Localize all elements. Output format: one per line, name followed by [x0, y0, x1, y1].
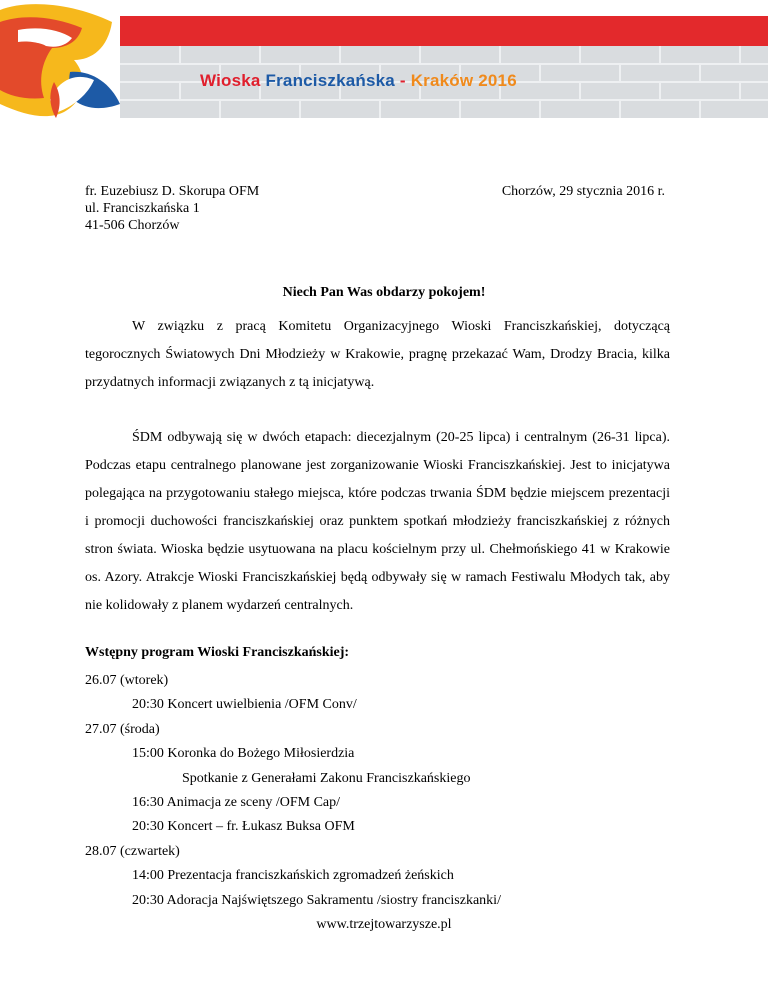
letter-date: Chorzów, 29 stycznia 2016 r.	[501, 184, 665, 199]
paragraph-intro: W związku z pracą Komitetu Organizacyjnego Wioski Franciszkańskiej, dotyczącą tegorocznych Światowych Dni Młodzieży w Krakowie, pragnę przekazać Wam, Drodzy Bracia, kilka przydatnych informacji związanych z tą inicjatywą.	[85, 319, 670, 390]
program-day: 28.07 (czwartek)	[85, 843, 180, 859]
paragraph-sdm: ŚDM odbywają się w dwóch etapach: diecezjalnym (20-25 lipca) i centralnym (26-31 lipca). Podczas etapu centralnego planowane jest zorganizowanie Wioski Franciszkańskiej. Jest to inicjatywa polegająca na przygotowaniu stałego miejsca, które podczas trwania ŚDM będzie miejscem prezentacji i promocji duchowości franciszkańskiej oraz punktem spotkań młodzieży franciszkańskiej z różnych stron świata. Wioska będzie usytuowana na placu kościelnym przy ul. Chełmońskiego 41 w Krakowie os. Azory. Atrakcje Wioski Franciszkańskiej będą odbywały się w ramach Festiwalu Młodych tak, aby nie kolidowały z planem wydarzeń centralnych.	[85, 430, 670, 613]
sender-address	[85, 183, 259, 234]
sender-city: 41-506 Chorzów	[85, 218, 180, 233]
program-title: Wstępny program Wioski Franciszkańskiej:	[85, 645, 350, 660]
program-item: 20:30 Koncert uwielbienia /OFM Conv/	[132, 697, 357, 713]
footer-url: www.trzejtowarzysze.pl	[316, 917, 452, 932]
program-day: 26.07 (wtorek)	[85, 673, 169, 688]
program-subitem: Spotkanie z Generałami Zakonu Franciszkańskiego	[182, 770, 471, 786]
program-item: 15:00 Koronka do Bożego Miłosierdzia	[132, 746, 355, 762]
banner-title-krakow: Kraków 2016	[410, 71, 517, 90]
program-item: 20:30 Koncert – fr. Łukasz Buksa OFM	[132, 819, 355, 835]
banner-title-wioska: Wioska	[200, 71, 261, 90]
program-list	[85, 669, 501, 913]
letter-greeting: Niech Pan Was obdarzy pokojem!	[282, 285, 486, 300]
sender-street: ul. Franciszkańska 1	[85, 201, 200, 216]
banner-title-dash: -	[399, 71, 406, 90]
program-item: 16:30 Animacja ze sceny /OFM Cap/	[132, 795, 341, 811]
program-item: 14:00 Prezentacja franciszkańskich zgromadzeń żeńskich	[132, 868, 454, 884]
program-day: 27.07 (środa)	[85, 721, 160, 737]
program-item: 20:30 Adoracja Najświętszego Sakramentu /siostry franciszkanki/	[132, 892, 501, 908]
banner-title-franciszkanska: Franciszkańska	[265, 71, 395, 90]
sender-name: fr. Euzebiusz D. Skorupa OFM	[85, 184, 260, 199]
